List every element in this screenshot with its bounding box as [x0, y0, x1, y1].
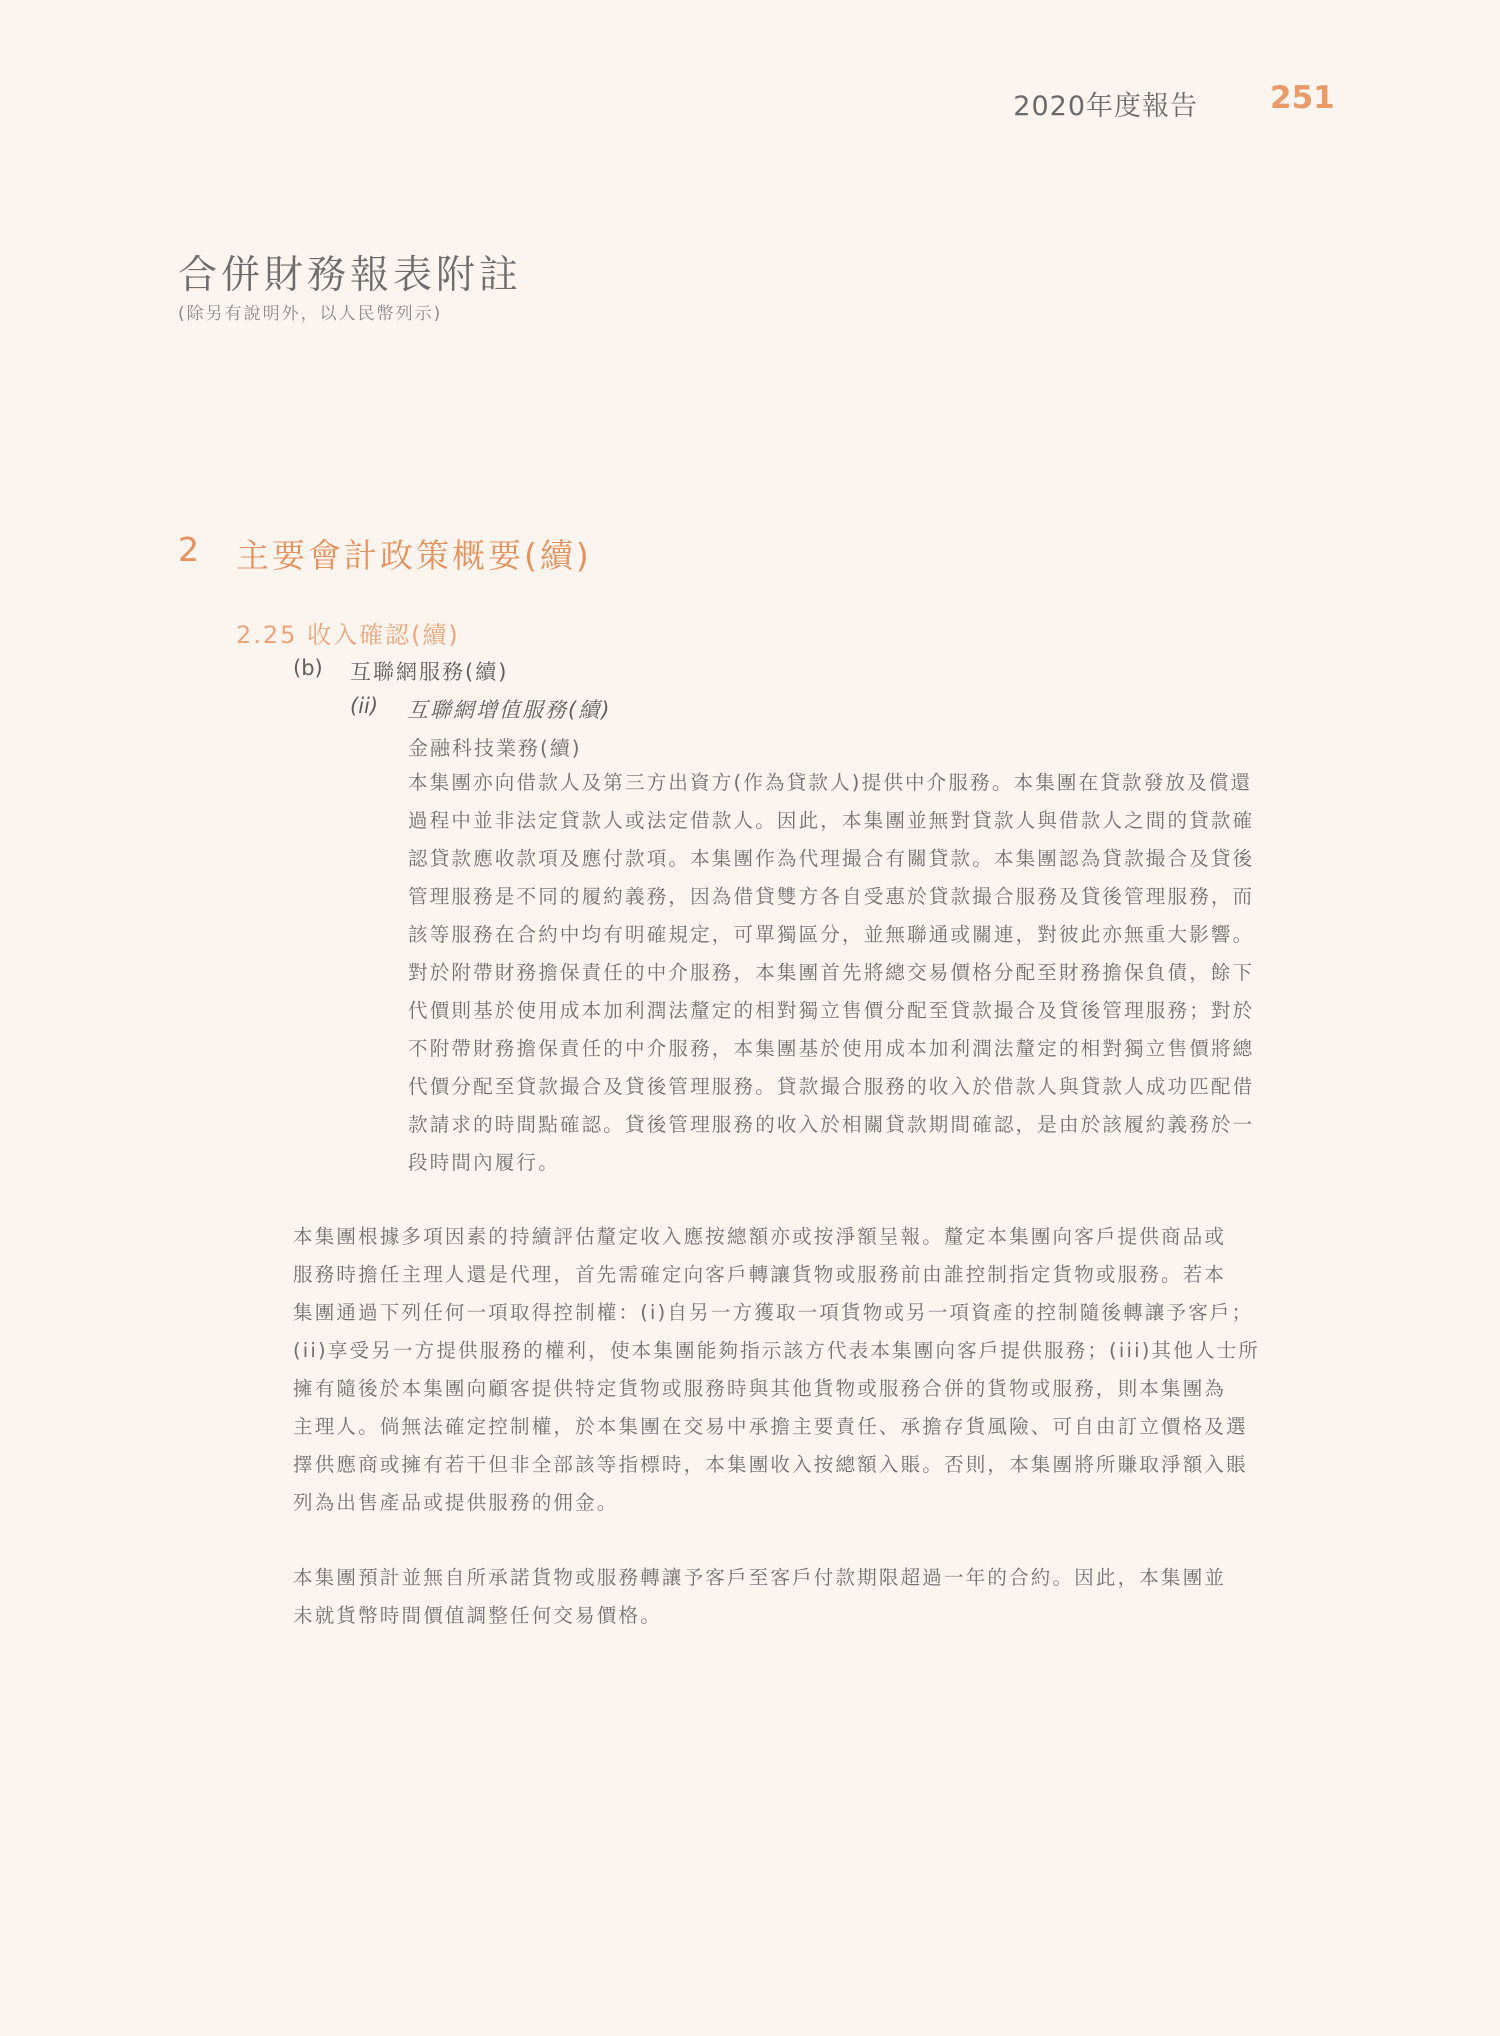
- item-ii-heading: 互聯網增值服務(續): [407, 698, 612, 722]
- paragraph-principal-agent: 本集團根據多項因素的持續評估釐定收入應按總額亦或按淨額呈報。釐定本集團向客戶提供商品或 服務時擔任主理人還是代理，首先需確定向客戶轉讓貨物或服務前由誰控制指定貨物或服務。若本 集團通過下列任何一項取得控制權：(i)自另一方獲取一項貨物或另一項資產的控制隨後轉讓予客戶； (ii)享受另一方提供服務的權利，使本集團能夠指示該方代表本集團向客戶提供服務；(iii)其他人士所 擁有隨後於本集團向顧客提供特定貨物或服務時與其他貨物或服務合併的貨物或服務，則本集團為 主理人。倘無法確定控制權，於本集團在交易中承擔主要責任、承擔存貨風險、可自由訂立價格及選 擇供應商或擁有若干但非全部該等指標時，本集團收入按總額入賬。否則，本集團將所賺取淨額入賬 列為出售產品或提供服務的佣金。: [293, 1225, 1261, 1514]
- document-subtitle: (除另有說明外，以人民幣列示): [178, 304, 443, 324]
- report-year: 2020年度報告: [1013, 91, 1198, 122]
- document-title: 合併財務報表附註: [178, 253, 523, 298]
- page-number: 251: [1270, 80, 1335, 116]
- section-number: 2: [178, 530, 199, 569]
- item-ii-marker: (ii): [350, 694, 379, 718]
- item-b-heading: 互聯網服務(續): [350, 660, 509, 684]
- subsection-heading: 2.25 收入確認(續): [236, 621, 460, 649]
- fintech-heading: 金融科技業務(續): [408, 736, 582, 760]
- item-b-marker: (b): [293, 656, 323, 680]
- section-title: 主要會計政策概要(續): [236, 536, 592, 575]
- paragraph-time-value: 本集團預計並無自所承諾貨物或服務轉讓予客戶至客戶付款期限超過一年的合約。因此，本集團並 未就貨幣時間價值調整任何交易價格。: [293, 1566, 1227, 1627]
- paragraph-intermediary-services: 本集團亦向借款人及第三方出資方(作為貸款人)提供中介服務。本集團在貸款發放及償還 過程中並非法定貸款人或法定借款人。因此，本集團並無對貸款人與借款人之間的貸款確 認貸款應收款項及應付款項。本集團作為代理撮合有關貸款。本集團認為貸款撮合及貸後 管理服務是不同的履約義務，因為借貸雙方各自受惠於貸款撮合服務及貸後管理服務，而 該等服務在合約中均有明確規定，可單獨區分，並無聯通或關連，對彼此亦無重大影響。 對於附帶財務擔保責任的中介服務，本集團首先將總交易價格分配至財務擔保負債，餘下 代價則基於使用成本加利潤法釐定的相對獨立售價分配至貸款撮合及貸後管理服務；對於 不附帶財務擔保責任的中介服務，本集團基於使用成本加利潤法釐定的相對獨立售價將總 代價分配至貸款撮合及貸後管理服務。貸款撮合服務的收入於借款人與貸款人成功匹配借 款請求的時間點確認。貸後管理服務的收入於相關貸款期間確認，是由於該履約義務於一 段時間內履行。: [408, 771, 1255, 1174]
